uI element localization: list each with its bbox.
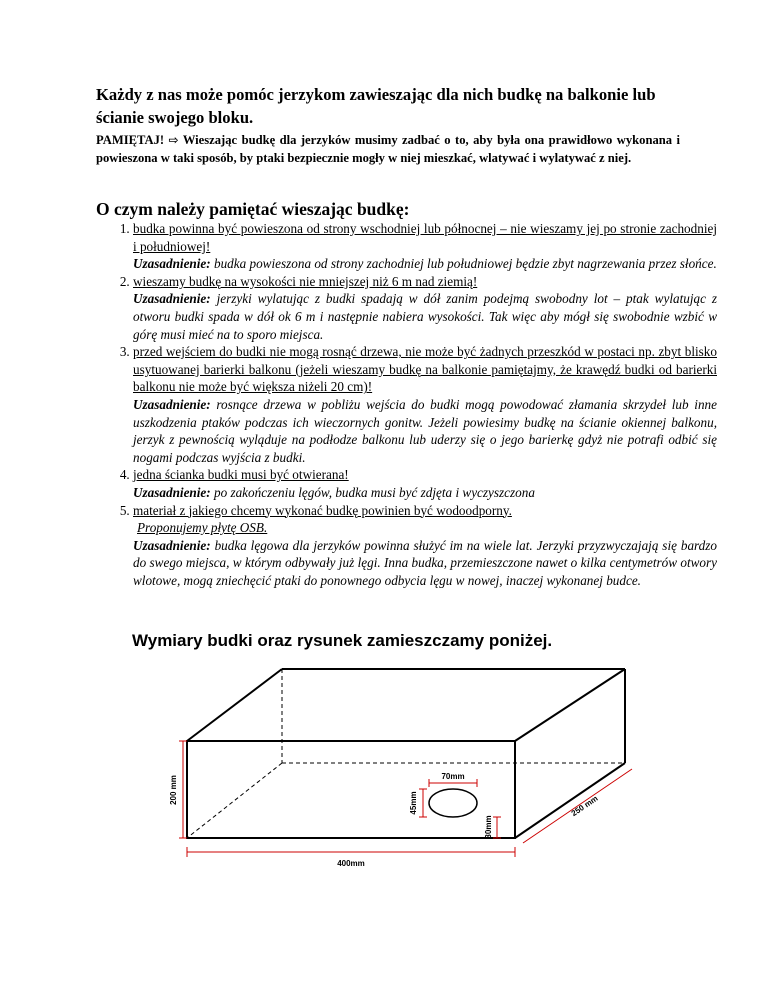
reminder-label: PAMIĘTAJ!	[96, 133, 165, 147]
dimension-lines	[179, 741, 632, 857]
rule-text: jedna ścianka budki musi być otwierana!	[133, 467, 349, 483]
justification-label: Uzasadnienie:	[133, 396, 211, 412]
box-edge	[515, 669, 625, 741]
justification-text: jerzyki wylatując z budki spadają w dół zanim podejmą swobodny lot – ptak wylatując z otworu budki spada w dół ok 6 m i następnie nabiera wysokości. Tak więc aby mógł się swobodnie wzbić w górę musi mieć na to sporo miejsca.	[133, 291, 717, 342]
rule-text: materiał z jakiego chcemy wykonać budkę powinien być wodoodporny.	[133, 502, 512, 518]
box-front-face	[187, 741, 515, 838]
hidden-edges	[187, 669, 625, 838]
justification-text: budka lęgowa dla jerzyków powinna służyć im na wiele lat. Jerzyki przyzwyczajają się bardzo do swego miejsca, w którym odbywały już lęgi. Inna budka, przemieszczone nawet o kilka centymetrów otwory wlotowe, mogą zniechęcić ptaki do ponownego odbycia lęgu w nowej, inaczej wykonanej budce.	[133, 537, 717, 588]
reminder-text: Wieszając budkę dla jerzyków musimy zadbać o to, aby była ona prawidłowo wykonana i powieszona w taki sposób, by ptaki bezpiecznie mogły w niej mieszkać, wlatywać i wylatywać z niej.	[96, 133, 680, 165]
hidden-edge	[187, 763, 282, 838]
height-label: 200 mm	[169, 775, 178, 805]
box-edge	[515, 763, 625, 838]
justification-text: po zakończeniu lęgów, budka musi być zdjęta i wyczyszczona	[213, 484, 535, 500]
justification-label: Uzasadnienie:	[133, 537, 211, 553]
width-label: 400mm	[337, 859, 365, 868]
entrance-hole	[429, 789, 477, 817]
hole-offset-label: 30mm	[484, 815, 493, 839]
depth-label: 250 mm	[569, 793, 600, 818]
dimensions-title: Wymiary budki oraz rysunek zamieszczamy poniżej.	[132, 631, 553, 650]
justification-label: Uzasadnienie:	[133, 484, 211, 500]
page-heading: Każdy z nas może pomóc jerzykom zawieszając dla nich budkę na balkonie lub ścianie swojego bloku.	[96, 85, 656, 127]
hole-width-label: 70mm	[441, 772, 465, 781]
rule-extra-text: Proponujemy płytę OSB.	[137, 520, 268, 536]
justification-label: Uzasadnienie:	[133, 256, 211, 272]
justification-label: Uzasadnienie:	[133, 291, 211, 307]
arrow-right-icon: ⇨	[168, 133, 179, 147]
section-title: O czym należy pamiętać wieszając budkę:	[96, 199, 410, 219]
rule-text: wieszamy budkę na wysokości nie mniejszej niż 6 m nad ziemią!	[133, 273, 478, 289]
box-edge	[187, 669, 282, 741]
box-outline	[187, 669, 625, 838]
hole-height-label: 45mm	[409, 791, 418, 815]
justification-text: rosnące drzewa w pobliżu wejścia do budki mogą powodować złamania skrzydeł lub inne uszkodzenia ptaków podczas ich wieczornych gonitw. Jeżeli powiesimy budkę na ścianie okiennej balkonu, jerzyk z pewnością wyląduje na podłodze balkonu lub uderzy się o jego barierkę gdyż nie potrafi odbić się nogami podczas wyjścia z budki.	[133, 396, 717, 465]
rule-text: przed wejściem do budki nie mogą rosnąć drzewa, nie może być żadnych przeszkód w postaci np. zbyt blisko usytuowanej barierki balkonu (jeżeli wieszamy budkę na balkonie pamiętajmy, że krawędź budki od barierki balkonu nie może być większa niżeli 20 cm)!	[133, 344, 717, 395]
justification-text: budka powieszona od strony zachodniej lub południowej będzie zbyt nagrzewania przez słońce.	[213, 256, 717, 272]
rule-text: budka powinna być powieszona od strony wschodniej lub północnej – nie wieszamy jej po stronie zachodniej i południowej!	[133, 221, 717, 254]
